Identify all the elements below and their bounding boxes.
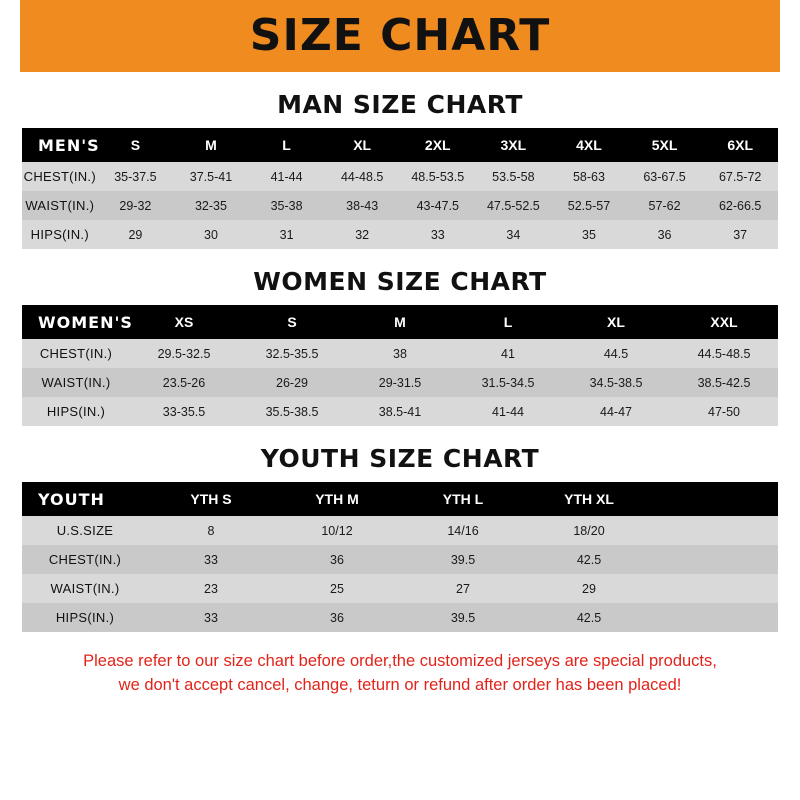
men-chest-4xl: 58-63 <box>551 162 627 191</box>
women-waist-xs: 23.5-26 <box>130 368 238 397</box>
youth-hips-s: 33 <box>148 603 274 632</box>
women-hips-xl: 44-47 <box>562 397 670 426</box>
youth-header-s: YTH S <box>148 482 274 516</box>
youth-hips-xl: 42.5 <box>526 603 652 632</box>
women-hips-xxl: 47-50 <box>670 397 778 426</box>
men-hips-xl: 32 <box>324 220 400 249</box>
youth-hips-empty <box>652 603 778 632</box>
women-hips-s: 35.5-38.5 <box>238 397 346 426</box>
women-header-xl: XL <box>562 305 670 339</box>
women-header-m: M <box>346 305 454 339</box>
youth-chest-l: 39.5 <box>400 545 526 574</box>
men-hips-2xl: 33 <box>400 220 476 249</box>
youth-header-label: YOUTH <box>22 482 148 516</box>
youth-header-empty <box>652 482 778 516</box>
men-waist-xl: 38-43 <box>324 191 400 220</box>
men-waist-5xl: 57-62 <box>627 191 703 220</box>
men-header-3xl: 3XL <box>476 128 552 162</box>
table-row <box>22 368 778 397</box>
men-waist-4xl: 52.5-57 <box>551 191 627 220</box>
youth-header-xl: YTH XL <box>526 482 652 516</box>
women-waist-xl: 34.5-38.5 <box>562 368 670 397</box>
men-hips-m: 30 <box>173 220 249 249</box>
men-header-s: S <box>98 128 174 162</box>
page-title: SIZE CHART <box>249 10 551 61</box>
table-header-row <box>22 482 778 516</box>
men-chest-l: 41-44 <box>249 162 325 191</box>
youth-chest-s: 33 <box>148 545 274 574</box>
youth-section-title: YOUTH SIZE CHART <box>260 444 540 473</box>
men-chest-2xl: 48.5-53.5 <box>400 162 476 191</box>
youth-header-m: YTH M <box>274 482 400 516</box>
women-waist-s: 26-29 <box>238 368 346 397</box>
youth-ussize-xl: 18/20 <box>526 516 652 545</box>
women-header-xs: XS <box>130 305 238 339</box>
footer-note <box>22 650 778 698</box>
men-header-6xl: 6XL <box>702 128 778 162</box>
youth-chest-xl: 42.5 <box>526 545 652 574</box>
women-header-s: S <box>238 305 346 339</box>
women-chest-s: 32.5-35.5 <box>238 339 346 368</box>
men-chest-m: 37.5-41 <box>173 162 249 191</box>
youth-waist-l: 27 <box>400 574 526 603</box>
men-waist-3xl: 47.5-52.5 <box>476 191 552 220</box>
banner-right-spacer <box>780 0 800 72</box>
men-waist-m: 32-35 <box>173 191 249 220</box>
banner-left-spacer <box>0 0 20 72</box>
men-section-title: MAN SIZE CHART <box>277 90 523 119</box>
men-header-xl: XL <box>324 128 400 162</box>
women-chest-m: 38 <box>346 339 454 368</box>
youth-ussize-l: 14/16 <box>400 516 526 545</box>
men-waist-s: 29-32 <box>98 191 174 220</box>
men-chest-5xl: 63-67.5 <box>627 162 703 191</box>
women-section-title: WOMEN SIZE CHART <box>253 267 547 296</box>
men-hips-5xl: 36 <box>627 220 703 249</box>
men-chest-s: 35-37.5 <box>98 162 174 191</box>
footer-note-line-1: Please refer to our size chart before order,the customized jerseys are special products, <box>83 652 717 670</box>
youth-waist-s: 23 <box>148 574 274 603</box>
men-header-m: M <box>173 128 249 162</box>
women-waist-m: 29-31.5 <box>346 368 454 397</box>
women-hips-m: 38.5-41 <box>346 397 454 426</box>
men-chest-6xl: 67.5-72 <box>702 162 778 191</box>
men-hips-6xl: 37 <box>702 220 778 249</box>
men-header-4xl: 4XL <box>551 128 627 162</box>
women-chest-l: 41 <box>454 339 562 368</box>
table-row <box>22 339 778 368</box>
men-hips-3xl: 34 <box>476 220 552 249</box>
women-header-xxl: XXL <box>670 305 778 339</box>
youth-hips-m: 36 <box>274 603 400 632</box>
men-chest-3xl: 53.5-58 <box>476 162 552 191</box>
table-row <box>22 191 778 220</box>
youth-waist-xl: 29 <box>526 574 652 603</box>
men-hips-4xl: 35 <box>551 220 627 249</box>
men-size-table <box>22 128 778 249</box>
header-banner <box>0 0 800 72</box>
women-chest-xxl: 44.5-48.5 <box>670 339 778 368</box>
table-row <box>22 603 778 632</box>
table-row <box>22 397 778 426</box>
men-chest-xl: 44-48.5 <box>324 162 400 191</box>
men-hips-s: 29 <box>98 220 174 249</box>
youth-header-l: YTH L <box>400 482 526 516</box>
youth-chest-empty <box>652 545 778 574</box>
men-header-5xl: 5XL <box>627 128 703 162</box>
table-header-row <box>22 128 778 162</box>
youth-hips-l: 39.5 <box>400 603 526 632</box>
youth-waist-label: WAIST(IN.) <box>22 574 148 603</box>
youth-ussize-empty <box>652 516 778 545</box>
table-row <box>22 516 778 545</box>
table-row <box>22 545 778 574</box>
youth-chest-label: CHEST(IN.) <box>22 545 148 574</box>
men-header-2xl: 2XL <box>400 128 476 162</box>
table-header-row <box>22 305 778 339</box>
table-row <box>22 220 778 249</box>
youth-ussize-label: U.S.SIZE <box>22 516 148 545</box>
men-header-l: L <box>249 128 325 162</box>
youth-ussize-m: 10/12 <box>274 516 400 545</box>
footer-note-line-2: we don't accept cancel, change, teturn or refund after order has been placed! <box>118 675 682 694</box>
men-waist-label: WAIST(IN.) <box>22 191 98 220</box>
women-header-label: WOMEN'S <box>22 305 130 339</box>
women-waist-xxl: 38.5-42.5 <box>670 368 778 397</box>
women-chest-xl: 44.5 <box>562 339 670 368</box>
women-header-l: L <box>454 305 562 339</box>
men-waist-6xl: 62-66.5 <box>702 191 778 220</box>
men-hips-l: 31 <box>249 220 325 249</box>
youth-ussize-s: 8 <box>148 516 274 545</box>
women-hips-label: HIPS(IN.) <box>22 397 130 426</box>
women-hips-l: 41-44 <box>454 397 562 426</box>
men-waist-l: 35-38 <box>249 191 325 220</box>
table-row <box>22 162 778 191</box>
chart-content <box>0 90 800 698</box>
men-hips-label: HIPS(IN.) <box>22 220 98 249</box>
men-waist-2xl: 43-47.5 <box>400 191 476 220</box>
women-waist-l: 31.5-34.5 <box>454 368 562 397</box>
youth-hips-label: HIPS(IN.) <box>22 603 148 632</box>
youth-waist-m: 25 <box>274 574 400 603</box>
women-hips-xs: 33-35.5 <box>130 397 238 426</box>
women-chest-label: CHEST(IN.) <box>22 339 130 368</box>
men-chest-label: CHEST(IN.) <box>22 162 98 191</box>
women-size-table <box>22 305 778 426</box>
women-waist-label: WAIST(IN.) <box>22 368 130 397</box>
women-chest-xs: 29.5-32.5 <box>130 339 238 368</box>
youth-chest-m: 36 <box>274 545 400 574</box>
men-header-label: MEN'S <box>22 128 98 162</box>
youth-waist-empty <box>652 574 778 603</box>
table-row <box>22 574 778 603</box>
youth-size-table <box>22 482 778 632</box>
